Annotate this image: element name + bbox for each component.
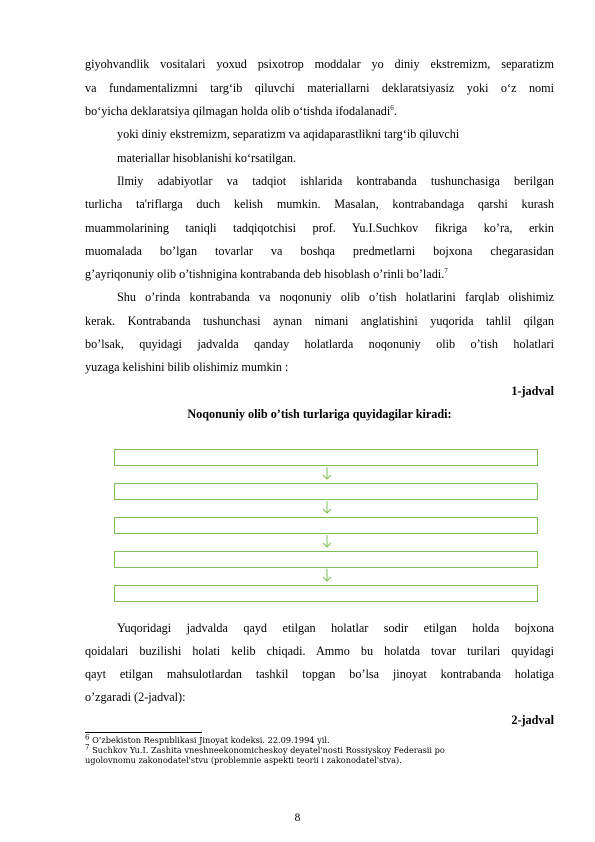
body-text: . (393, 104, 397, 118)
table-label: 2-jadval (511, 713, 554, 727)
arrow-down-icon (322, 569, 332, 583)
diagram-box (114, 517, 538, 534)
diagram-box (114, 483, 538, 500)
body-text-line: yoki diniy ekstremizm, separatizm va aqidaparastlikni targ‘ib qiluvchi (117, 127, 460, 141)
footnote-text: Suchkov Yu.I. Zashita vneshneekonomicheskoy deyatel'nosti Rossiyskoy Federasii po (92, 745, 445, 755)
body-text-line: muammolarining taniqli tadqiqotchisi prof. Yu.I.Suchkov fikriga ko’ra, erkin (85, 221, 554, 235)
body-text-line: Ilmiy adabiyotlar va tadqiot ishlarida kontrabanda tushunchasiga berilgan (117, 174, 554, 188)
body-text-line: materiallar hisoblanishi ko‘rsatilgan. (117, 151, 297, 165)
body-text: g’ayriqonuniy olib o’tishnigina kontrabanda deb hisoblash o’rinli bo’ladi. (85, 267, 445, 281)
body-text-line: Yuqoridagi jadvalda qayd etilgan holatlar sodir etilgan holda bojxona (117, 621, 554, 635)
footnote-7 (85, 745, 445, 755)
body-text: bo‘yicha deklaratsiya qilmagan holda olib o‘tishda ifodalanadi (85, 104, 391, 118)
body-text-line (85, 103, 554, 119)
footnote-text: O‘zbekiston Respublikasi Jinoyat kodeksi. 22.09.1994 yil. (92, 735, 330, 745)
body-text-line: turlicha ta'riflarga duch kelish mumkin. Masalan, kontrabandaga qarshi kurash (85, 197, 554, 211)
body-text-line: bo’lsak, quyidagi jadvalda qanday holatlarda noqonuniy olib o’tish holatlari (85, 337, 554, 351)
footnote-number: 7 (85, 743, 90, 752)
body-text-line: muomalada bo’lgan tovarlar va boshqa predmetlarni bojxona chegarasidan (85, 244, 554, 258)
body-text-line: Shu o’rinda kontrabanda va noqonuniy olib o’tish holatlarini farqlab olishimiz (117, 290, 554, 304)
body-text-line: yuzaga kelishini bilib olishimiz mumkin : (85, 360, 289, 374)
body-text-line: giyohvandlik vositalari yoxud psixotrop moddalar yo diniy ekstremizm, separatizm (85, 57, 554, 71)
footnote-number: 6 (85, 733, 90, 742)
body-text-line: qayt etilgan mahsulotlardan tashkil topgan bo’lsa jinoyat kontrabanda holatiga (85, 667, 554, 681)
arrow-down-icon (322, 501, 332, 515)
diagram-box (114, 449, 538, 466)
table-title: Noqonuniy olib o’tish turlariga quyidagilar kiradi: (187, 407, 452, 421)
page-number: 8 (294, 812, 301, 824)
body-text-line: kerak. Kontrabanda tushunchasi aynan nimani anglatishini yuqorida tahlil qilgan (85, 314, 554, 328)
footnote-7-continued: ugolovnomu zakonodatel'stvu (problemnie aspekti teorii i zakonodatel'stva). (85, 755, 402, 765)
body-text-line (85, 266, 554, 282)
footnote-divider (85, 732, 202, 733)
footnote-6 (85, 735, 330, 745)
footnote-ref-7: 7 (444, 266, 448, 275)
body-text-line: va fundamentalizmni targ‘ib qiluvchi materiallarni deklaratsiyasiz yoki o‘z nomi (85, 81, 554, 95)
diagram-box (114, 551, 538, 568)
arrow-down-icon (322, 467, 332, 481)
body-text-line: o’zgaradi (2-jadval): (85, 690, 186, 704)
footnote-ref-6: 6 (390, 103, 394, 112)
diagram-box (114, 585, 538, 602)
table-label: 1-jadval (511, 384, 554, 398)
body-text-line: qoidalari buzilishi holati kelib chiqadi. Ammo bu holatda tovar turilari quyidagi (85, 644, 554, 658)
arrow-down-icon (322, 535, 332, 549)
